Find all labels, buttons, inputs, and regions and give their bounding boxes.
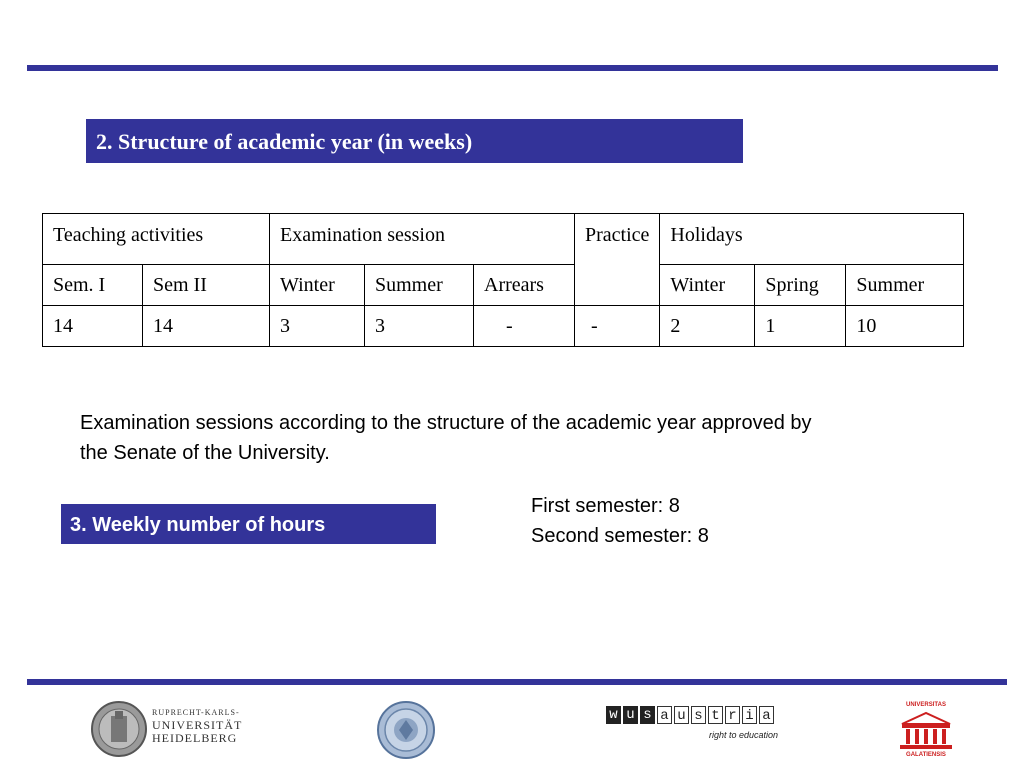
wus-tagline: right to education bbox=[708, 730, 778, 740]
wus-austria-logo bbox=[606, 706, 778, 746]
examination-note: Examination sessions according to the structure of the academic year approved by the Senate of the University. bbox=[80, 412, 812, 464]
second-semester-hours: Second semester: 8 bbox=[531, 525, 709, 547]
austria-letter: u bbox=[674, 706, 689, 724]
subheader-arrears: Arrears bbox=[474, 265, 575, 306]
table-subheader-row bbox=[43, 265, 964, 306]
cell-holiday-winter: 2 bbox=[660, 306, 755, 347]
cell-holiday-summer: 10 bbox=[846, 306, 964, 347]
table-header-row bbox=[43, 214, 964, 265]
austria-letter: i bbox=[742, 706, 757, 724]
table-row bbox=[43, 306, 964, 347]
blue-seal-icon bbox=[375, 700, 437, 760]
cell-arrears: - bbox=[474, 306, 575, 347]
wus-letter: s bbox=[640, 706, 655, 724]
wus-letter: w bbox=[606, 706, 621, 724]
austria-letter: r bbox=[725, 706, 740, 724]
heidelberg-university-logo bbox=[90, 700, 250, 758]
header-teaching: Teaching activities bbox=[43, 214, 270, 265]
university-seal-logo bbox=[375, 700, 437, 760]
cell-sem1: 14 bbox=[43, 306, 143, 347]
subheader-holiday-spring: Spring bbox=[755, 265, 846, 306]
first-semester-hours: First semester: 8 bbox=[531, 495, 680, 517]
wus-letter: u bbox=[623, 706, 638, 724]
header-holidays: Holidays bbox=[660, 214, 964, 265]
austria-letter: t bbox=[708, 706, 723, 724]
galati-top-text: UNIVERSITAS bbox=[906, 702, 946, 708]
heidelberg-line3: HEIDELBERG bbox=[152, 731, 238, 745]
section-heading-structure-text: 2. Structure of academic year (in weeks) bbox=[96, 129, 473, 154]
header-practice: Practice bbox=[575, 214, 660, 306]
austria-letter: a bbox=[759, 706, 774, 724]
heidelberg-seal-icon bbox=[90, 700, 150, 758]
cell-exam-winter: 3 bbox=[270, 306, 365, 347]
subheader-holiday-summer: Summer bbox=[846, 265, 964, 306]
semester-hours bbox=[531, 491, 709, 551]
subheader-holiday-winter: Winter bbox=[660, 265, 755, 306]
austria-letter: s bbox=[691, 706, 706, 724]
subheader-sem1: Sem. I bbox=[43, 265, 143, 306]
heidelberg-line1: RUPRECHT-KARLS- bbox=[152, 708, 240, 717]
cell-holiday-spring: 1 bbox=[755, 306, 846, 347]
cell-sem2: 14 bbox=[143, 306, 270, 347]
heidelberg-line2: UNIVERSITÄT bbox=[152, 718, 243, 732]
section-heading-structure bbox=[86, 119, 743, 163]
galati-building-icon bbox=[898, 710, 954, 750]
section-heading-hours-text: 3. Weekly number of hours bbox=[70, 514, 326, 536]
austria-letter: a bbox=[657, 706, 672, 724]
galati-university-logo bbox=[893, 700, 959, 760]
subheader-exam-winter: Winter bbox=[270, 265, 365, 306]
subheader-sem2: Sem II bbox=[143, 265, 270, 306]
bottom-divider bbox=[27, 679, 1007, 685]
cell-practice: - bbox=[575, 306, 660, 347]
academic-year-table bbox=[42, 213, 964, 347]
header-examination: Examination session bbox=[270, 214, 575, 265]
cell-exam-summer: 3 bbox=[365, 306, 474, 347]
galati-bottom-text: GALATIENSIS bbox=[906, 752, 946, 758]
section-heading-hours bbox=[61, 504, 436, 544]
top-divider bbox=[27, 65, 998, 71]
subheader-exam-summer: Summer bbox=[365, 265, 474, 306]
